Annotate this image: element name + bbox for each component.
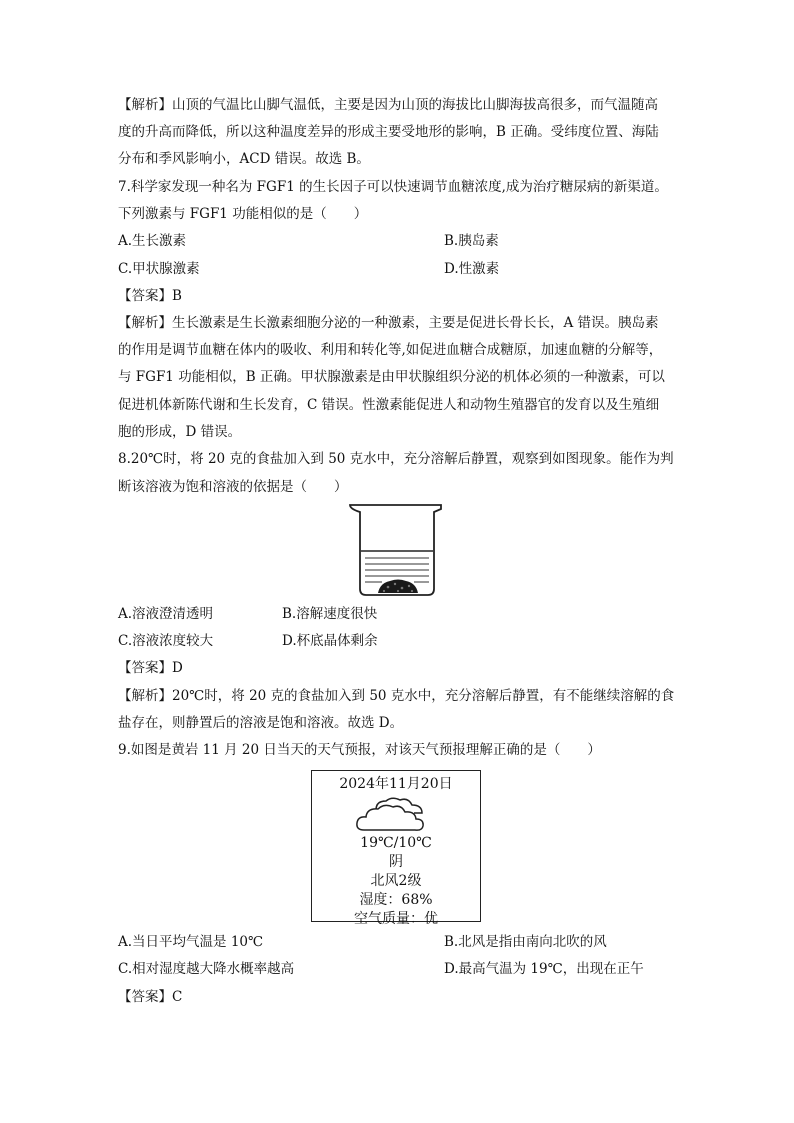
q7-option-b: B.胰岛素: [444, 233, 499, 249]
q8-stem-line-1: 8.20℃时，将 20 克的食盐加入到 50 克水中，充分溶解后静置，观察到如图现象。能作为判: [118, 451, 674, 467]
q7-option-d: D.性激素: [444, 261, 500, 277]
q6-analysis-line-1: 【解析】山顶的气温比山脚气温低，主要是因为山顶的海拔比山脚海拔高很多，而气温随高: [118, 97, 658, 113]
q8-option-a: A.溶液澄清透明: [118, 606, 214, 622]
cloudy-icon: [354, 796, 438, 834]
q8-option-d: D.杯底晶体剩余: [282, 633, 378, 649]
q8-option-c: C.溶液浓度较大: [118, 633, 214, 649]
q7-option-c: C.甲状腺激素: [118, 261, 200, 277]
q7-option-a: A.生长激素: [118, 233, 187, 249]
q7-analysis-line-5: 胞的形成，D 错误。: [118, 424, 242, 440]
q9-option-a: A.当日平均气温是 10℃: [118, 934, 264, 950]
q8-analysis-line-2: 盐存在，则静置后的溶液是饱和溶液。故选 D。: [118, 715, 404, 731]
q8-stem-line-2: 断该溶液为饱和溶液的依据是（ ）: [118, 479, 348, 495]
forecast-wind: 北风2级: [370, 873, 422, 889]
forecast-air-quality: 空气质量：优: [354, 911, 438, 927]
q7-stem-line-1: 7.科学家发现一种名为 FGF1 的生长因子可以快速调节血糖浓度,成为治疗糖尿病的新渠道。: [118, 179, 668, 195]
q9-option-c: C.相对湿度越大降水概率越高: [118, 961, 295, 977]
q7-answer: 【答案】B: [118, 288, 182, 304]
forecast-humidity: 湿度：68%: [359, 892, 433, 908]
forecast-condition: 阴: [389, 854, 403, 870]
q7-analysis-line-3: 与 FGF1 功能相似，B 正确。甲状腺激素是由甲状腺组织分泌的机体必须的一种激素，可以: [118, 369, 665, 385]
forecast-temperature: 19℃/10℃: [360, 835, 432, 851]
q8-answer: 【答案】D: [118, 660, 183, 676]
q6-analysis-line-3: 分布和季风影响小，ACD 错误。故选 B。: [118, 151, 370, 167]
q9-option-b: B.北风是指由南向北吹的风: [444, 934, 607, 950]
q8-analysis-line-1: 【解析】20℃时，将 20 克的食盐加入到 50 克水中，充分溶解后静置，有不能继续溶解的食: [118, 688, 675, 704]
q7-analysis-line-1: 【解析】生长激素是生长激素细胞分泌的一种激素，主要是促进长骨长长，A 错误。胰岛素: [118, 315, 659, 331]
q7-stem-line-2: 下列激素与 FGF1 功能相似的是（ ）: [118, 206, 368, 222]
forecast-date: 2024年11月20日: [339, 776, 453, 792]
beaker-figure: [348, 503, 448, 599]
q9-option-d: D.最高气温为 19℃，出现在正午: [444, 961, 644, 977]
q7-analysis-line-2: 的作用是调节血糖在体内的吸收、利用和转化等,如促进血糖合成糖原，加速血糖的分解等，: [118, 342, 663, 358]
q6-analysis-line-2: 度的升高而降低，所以这种温度差异的形成主要受地形的影响，B 正确。受纬度位置、海陆: [118, 124, 659, 140]
weather-forecast-box: [311, 770, 481, 927]
q8-option-b: B.溶解速度很快: [282, 606, 378, 622]
q7-analysis-line-4: 促进机体新陈代谢和生长发育，C 错误。性激素能促进人和动物生殖器官的发育以及生殖细: [118, 397, 660, 413]
q9-stem-line-1: 9.如图是黄岩 11 月 20 日当天的天气预报，对该天气预报理解正确的是（ ）: [118, 742, 601, 758]
q9-answer: 【答案】C: [118, 989, 183, 1005]
